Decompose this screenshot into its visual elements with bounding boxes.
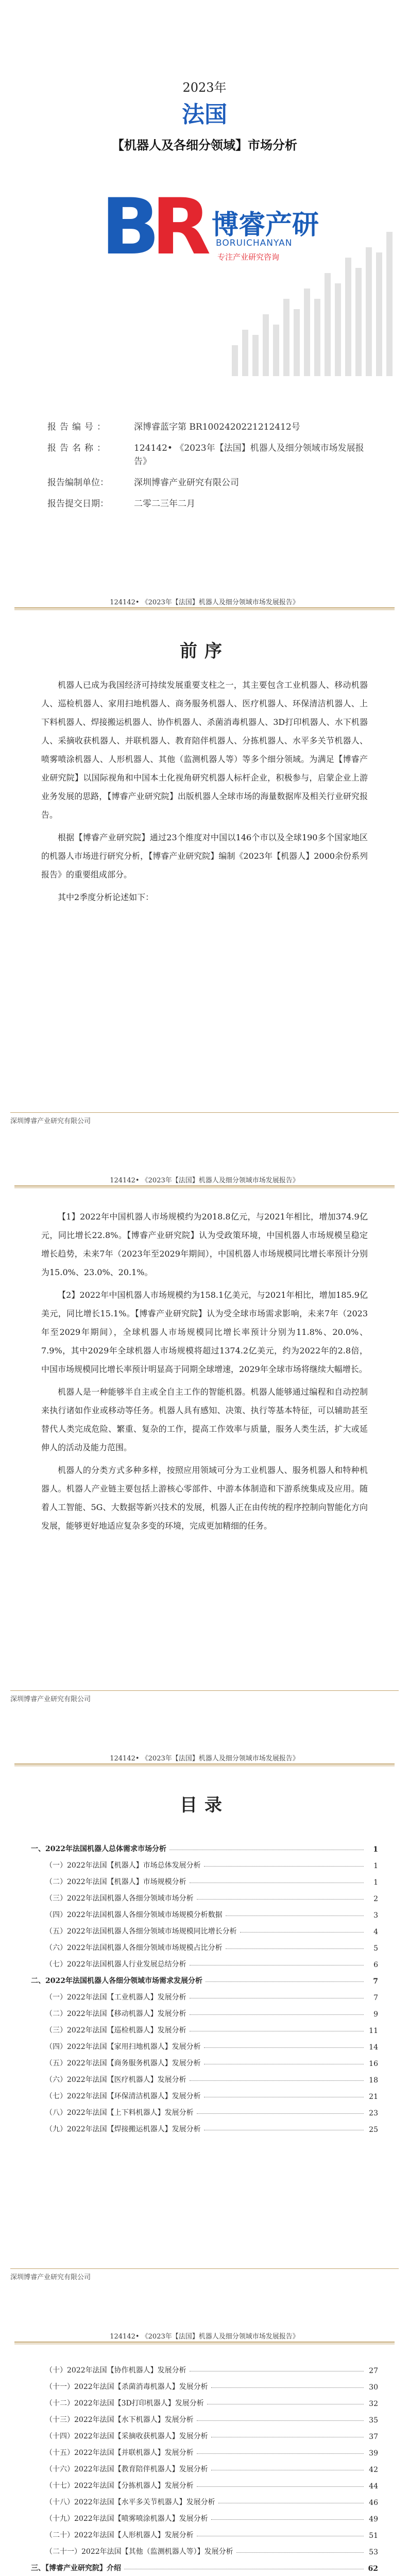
toc-leader-dots — [197, 1899, 364, 1900]
toc-entry[interactable] — [31, 2573, 378, 2576]
toc-leader-dots — [190, 2014, 364, 2015]
toc-entry-text: （二）2022年法国【移动机器人】发展分析 — [45, 2010, 186, 2018]
toc-entry-text: （十三）2022年法国【水下机器人】发展分析 — [45, 2416, 194, 2424]
toc-entry[interactable] — [31, 1953, 378, 1969]
logo-en: BORUICHANYAN — [216, 238, 293, 248]
toc-leader-dots — [240, 1932, 364, 1933]
report-info — [47, 420, 377, 518]
analysis-page — [0, 1156, 409, 1734]
toc-page-number: 14 — [369, 2043, 378, 2052]
toc-entry[interactable] — [31, 1936, 378, 1953]
header-rule — [14, 1185, 395, 1187]
footer-rule — [10, 1112, 399, 1113]
paragraph: 其中2季度分析论述如下： — [58, 892, 154, 902]
info-label: 报告名称： — [47, 443, 109, 453]
toc-entry[interactable] — [31, 2019, 378, 2035]
page-header: 124142• 《2023年【法国】机器人及细分领域市场发展报告》 — [110, 1755, 299, 1762]
toc-leader-dots — [204, 1866, 364, 1867]
logo-letter-r: R — [151, 182, 211, 272]
info-value: 深圳博睿产业研究有限公司 — [134, 478, 239, 488]
page-footer: 深圳博睿产业研究有限公司 — [10, 1117, 91, 1125]
toc-title: 目录 — [180, 1795, 229, 1816]
toc-page-number: 46 — [369, 2499, 378, 2507]
toc-entry[interactable] — [31, 2556, 378, 2573]
toc-leader-dots — [236, 2552, 364, 2553]
toc-page-number: 27 — [369, 2367, 378, 2375]
toc-leader-dots — [197, 2113, 364, 2114]
paragraph: 根据【博睿产业研究院】通过23个维度对中国以146个市以及全球190多个国家地区的机器人市场进行研究分析，【博睿产业研究院】编制《2023年【机器人】2000余份系列报告》的重要组成部分。 — [41, 833, 368, 879]
toc-entry[interactable] — [31, 1870, 378, 1887]
toc-entry[interactable] — [31, 2101, 378, 2117]
toc-entry[interactable] — [31, 2441, 378, 2458]
toc-entry[interactable] — [31, 2474, 378, 2490]
toc-page-number: 1 — [373, 1862, 378, 1870]
info-row — [47, 476, 377, 489]
analysis-body — [41, 1208, 368, 1539]
cover-page — [0, 0, 409, 578]
toc-page-number: 1 — [373, 1845, 378, 1854]
page-header: 124142• 《2023年【法国】机器人及细分领域市场发展报告》 — [110, 1177, 299, 1184]
toc-entry[interactable] — [31, 2540, 378, 2556]
toc-page-number: 6 — [373, 1961, 378, 1969]
preface-body — [41, 676, 368, 911]
toc-entry[interactable] — [31, 1903, 378, 1920]
toc-page-number: 5 — [373, 1944, 378, 1953]
info-value: 深博睿蓝字第 BR1002420221212412号 — [134, 422, 300, 432]
info-row — [47, 420, 377, 434]
info-value: 124142• 《2023年【法国】机器人及细分领域市场发展报告》 — [134, 443, 364, 467]
toc-entry-text: （十一）2022年法国【杀菌消毒机器人】发展分析 — [45, 2383, 208, 2391]
cover-subtitle: 【机器人及各细分领域】市场分析 — [112, 138, 297, 152]
header-rule — [14, 1764, 395, 1765]
toc-entry-text: 二、2022年法国机器人各细分领域市场需求发展分析 — [31, 1977, 202, 1985]
toc-page-number: 21 — [369, 2093, 378, 2101]
toc-page-number: 1 — [373, 1878, 378, 1887]
toc-entry[interactable] — [31, 1986, 378, 2002]
toc-leader-dots — [211, 2519, 364, 2520]
toc-page-number: 7 — [373, 1994, 378, 2002]
toc-leader-dots — [206, 1981, 364, 1982]
header-rule — [14, 607, 395, 608]
toc-entry[interactable] — [31, 2392, 378, 2408]
toc-entry-text: （十二）2022年法国【3D打印机器人】发展分析 — [45, 2399, 204, 2408]
toc-leader-dots — [197, 2486, 364, 2487]
toc-entry[interactable] — [31, 1920, 378, 1936]
toc-entry-text: （七）2022年法国机器人行业发展总结分析 — [45, 1960, 186, 1969]
toc-page-number: 35 — [369, 2416, 378, 2425]
toc-entry-text: （十九）2022年法国【喷雾喷涂机器人】发展分析 — [45, 2515, 208, 2523]
toc-entry[interactable] — [31, 2035, 378, 2052]
paragraph: 【1】2022年中国机器人市场规模约为2018.8亿元，与2021年相比，增加374.9亿元，同比增长22.8%。【博睿产业研究院】认为受政策环境，中国机器人市场规模呈稳定增长趋势，未来7年（2023年至2029年期间），中国机器人市场规模同比增长率预计分别为15.0%、23.0%、20.1%。 — [41, 1212, 368, 1277]
logo-letter-b: B — [101, 182, 160, 272]
toc-page-number: 25 — [369, 2126, 378, 2134]
toc-entry-text: （四）2022年法国机器人各细分领域市场规模分析数据 — [45, 1911, 223, 1919]
toc-entry[interactable] — [31, 2425, 378, 2441]
toc-page-number: 3 — [373, 1911, 378, 1920]
header-rule-thin — [14, 609, 395, 610]
toc-entry-text: （六）2022年法国【医疗机器人】发展分析 — [45, 2076, 186, 2084]
toc-entry-text: （二十一）2022年法国【其他（监测机器人等）】发展分析 — [45, 2548, 233, 2556]
toc-page-number: 16 — [369, 2060, 378, 2068]
header-rule — [14, 2342, 395, 2343]
footer-rule — [10, 1690, 399, 1691]
toc-page-number: 53 — [369, 2548, 378, 2556]
cover-title: 法国 — [182, 101, 227, 128]
toc-page-number: 18 — [369, 2076, 378, 2084]
toc-entry-text: （十七）2022年法国【分拣机器人】发展分析 — [45, 2482, 194, 2490]
logo-tag: 专注产业研究咨询 — [217, 252, 280, 262]
paragraph: 机器人是一种能够半自主或全自主工作的智能机器。机器人能够通过编程和自动控制来执行诸如作业或移动等任务。机器人具有感知、决策、执行等基本特征，可以辅助甚至替代人类完成危险、繁重、复杂的工作，提高工作效率与质量，服务人类生活，扩大或延伸人的活动及能力范围。 — [41, 1387, 368, 1452]
toc-entry-text: （十五）2022年法国【并联机器人】发展分析 — [45, 2449, 194, 2457]
info-label: 报告提交日期： — [47, 499, 109, 509]
paragraph: 机器人的分类方式多种多样，按照应用领域可分为工业机器人、服务机器人和特种机器人。机器人产业链主要包括上游核心零部件、中游本体制造和下游系统集成及应用。随着人工智能、5G、大数据等新兴技术的发展，机器人正在由传统的程序控制向智能化方向发展，能够更好地适应复杂多变的环境，完成更加精细的任务。 — [41, 1465, 368, 1531]
toc-entry[interactable] — [31, 2458, 378, 2474]
toc-entry-text: （四）2022年法国【家用扫地机器人】发展分析 — [45, 2043, 201, 2051]
preface-page — [0, 578, 409, 1156]
page-header: 124142• 《2023年【法国】机器人及细分领域市场发展报告》 — [110, 2333, 299, 2341]
toc-entry[interactable] — [31, 1837, 378, 1854]
toc-entry[interactable] — [31, 2359, 378, 2375]
toc-entry-text: （八）2022年法国【上下料机器人】发展分析 — [45, 2109, 194, 2117]
toc-page-number: 7 — [373, 1977, 378, 1986]
toc-page-number: 30 — [369, 2383, 378, 2392]
paragraph: 【2】2022年中国机器人市场规模约为158.1亿美元，与2021年相比，增加185.9亿美元，同比增长15.1%。【博睿产业研究院】认为受全球市场需求影响，未来7年（2023年至2029年期间），全球机器人市场规模同比增长率预计分别为11.8%、20.0%、7.9%，其中2029年全球机器人市场规模将超过1374.2亿美元，约为2022年的2.8倍，中国市场规模同比增长率预计明显高于同期全球增速，2029年全球市场将继续大幅增长。 — [41, 1290, 368, 1374]
toc-entry-text: 一、2022年法国机器人总体需求市场分析 — [31, 1845, 166, 1853]
toc-page-number: 62 — [368, 2565, 378, 2573]
page-footer: 深圳博睿产业研究有限公司 — [10, 2274, 91, 2281]
page-footer: 深圳博睿产业研究有限公司 — [10, 1696, 91, 1703]
toc-entry-text: （三）2022年法国【巡检机器人】发展分析 — [45, 2026, 186, 2035]
toc-page-number: 23 — [369, 2109, 378, 2117]
toc-entry[interactable] — [31, 2507, 378, 2523]
info-row — [47, 442, 377, 468]
toc-page-number: 32 — [369, 2400, 378, 2408]
logo-cn: 博睿产研 — [212, 210, 319, 241]
toc-leader-dots — [204, 2047, 364, 2048]
info-value: 二零二三年二月 — [134, 499, 195, 509]
toc-entry-text: （二）2022年法国【机器人】市场规模分析 — [45, 1878, 186, 1886]
toc-page-2 — [0, 2312, 409, 2576]
toc-entry-text: （十四）2022年法国【采摘收获机器人】发展分析 — [45, 2432, 208, 2441]
toc-entry-text: （十）2022年法国【协作机器人】发展分析 — [45, 2366, 186, 2375]
toc-leader-dots — [226, 1948, 364, 1949]
toc-entry-text: （六）2022年法国机器人各细分领域市场规模占比分析 — [45, 1944, 223, 1952]
toc-list — [31, 2359, 378, 2576]
footer-rule — [10, 2268, 399, 2269]
toc-page-number: 44 — [369, 2482, 378, 2490]
toc-entry[interactable] — [31, 2375, 378, 2392]
preface-title: 前序 — [180, 641, 229, 662]
toc-leader-dots — [197, 2420, 364, 2421]
paragraph: 机器人已成为我国经济可持续发展重要支柱之一，其主要包含工业机器人、移动机器人、巡检机器人、家用扫地机器人、商务服务机器人、医疗机器人、环保清洁机器人、上下料机器人、焊接搬运机器人、协作机器人、杀菌消毒机器人、3D打印机器人、水下机器人、采摘收获机器人、并联机器人、教育陪伴机器人、分拣机器人、水平多关节机器人、喷雾喷涂机器人、人形机器人、其他（监测机器人等）等多个细分领域。为满足【博睿产业研究院】以国际视角和中国本土化视角研究机器人标杆企业，积极参与，启蒙企业上游业务发展的思路，【博睿产业研究院】出版机器人全球市场的海量数据库及相关行业研究报告。 — [41, 680, 368, 820]
toc-entry[interactable] — [31, 2002, 378, 2019]
toc-entry-text: （七）2022年法国【环保清洁机器人】发展分析 — [45, 2092, 201, 2100]
toc-entry-text: （九）2022年法国【焊接搬运机器人】发展分析 — [45, 2125, 201, 2133]
page-header: 124142• 《2023年【法国】机器人及细分领域市场发展报告》 — [110, 599, 299, 606]
info-row — [47, 497, 377, 511]
toc-entry[interactable] — [31, 2117, 378, 2134]
toc-page-number: 2 — [373, 1895, 378, 1903]
toc-page-number: 49 — [369, 2515, 378, 2523]
toc-entry[interactable] — [31, 2084, 378, 2101]
toc-entry[interactable] — [31, 2408, 378, 2425]
toc-list — [31, 1837, 378, 2134]
toc-page-1 — [0, 1734, 409, 2312]
toc-entry[interactable] — [31, 2490, 378, 2507]
toc-page-number: 11 — [369, 2027, 378, 2035]
toc-entry-text: （一）2022年法国【工业机器人】发展分析 — [45, 1993, 186, 2002]
info-label: 报告编制单位： — [47, 478, 109, 488]
toc-entry-text: （五）2022年法国【商务服务机器人】发展分析 — [45, 2059, 201, 2067]
toc-entry-text: （五）2022年法国机器人各细分领域市场规模同比增长分析 — [45, 1927, 237, 1936]
toc-page-number: 39 — [369, 2449, 378, 2458]
toc-leader-dots — [190, 2080, 364, 2081]
toc-entry-text: 三、【博睿产业研究院】介绍 — [31, 2564, 121, 2572]
toc-entry[interactable] — [31, 1854, 378, 1870]
toc-entry[interactable] — [31, 1969, 378, 1986]
report-year: 2023年 — [182, 80, 227, 95]
toc-entry-text: （一）2022年法国【机器人】市场总体发展分析 — [45, 1861, 201, 1870]
toc-entry-text: （十六）2022年法国【教育陪伴机器人】发展分析 — [45, 2465, 208, 2473]
toc-page-number: 51 — [369, 2532, 378, 2540]
toc-entry-text: （十八）2022年法国【水平多关节机器人】发展分析 — [45, 2498, 215, 2506]
toc-entry[interactable] — [31, 2052, 378, 2068]
toc-leader-dots — [211, 2387, 364, 2388]
toc-page-number: 37 — [369, 2433, 378, 2441]
toc-entry[interactable] — [31, 1887, 378, 1903]
toc-entry[interactable] — [31, 2523, 378, 2540]
toc-page-number: 4 — [373, 1928, 378, 1936]
toc-entry-text: （二十）2022年法国【人形机器人】发展分析 — [45, 2531, 194, 2539]
toc-entry[interactable] — [31, 2068, 378, 2084]
toc-leader-dots — [197, 2453, 364, 2454]
toc-page-number: 42 — [369, 2466, 378, 2474]
toc-page-number: 9 — [373, 2010, 378, 2019]
info-label: 报告编号： — [47, 422, 109, 432]
toc-entry-text: （三）2022年法国机器人各细分领域市场分析 — [45, 1894, 194, 1903]
